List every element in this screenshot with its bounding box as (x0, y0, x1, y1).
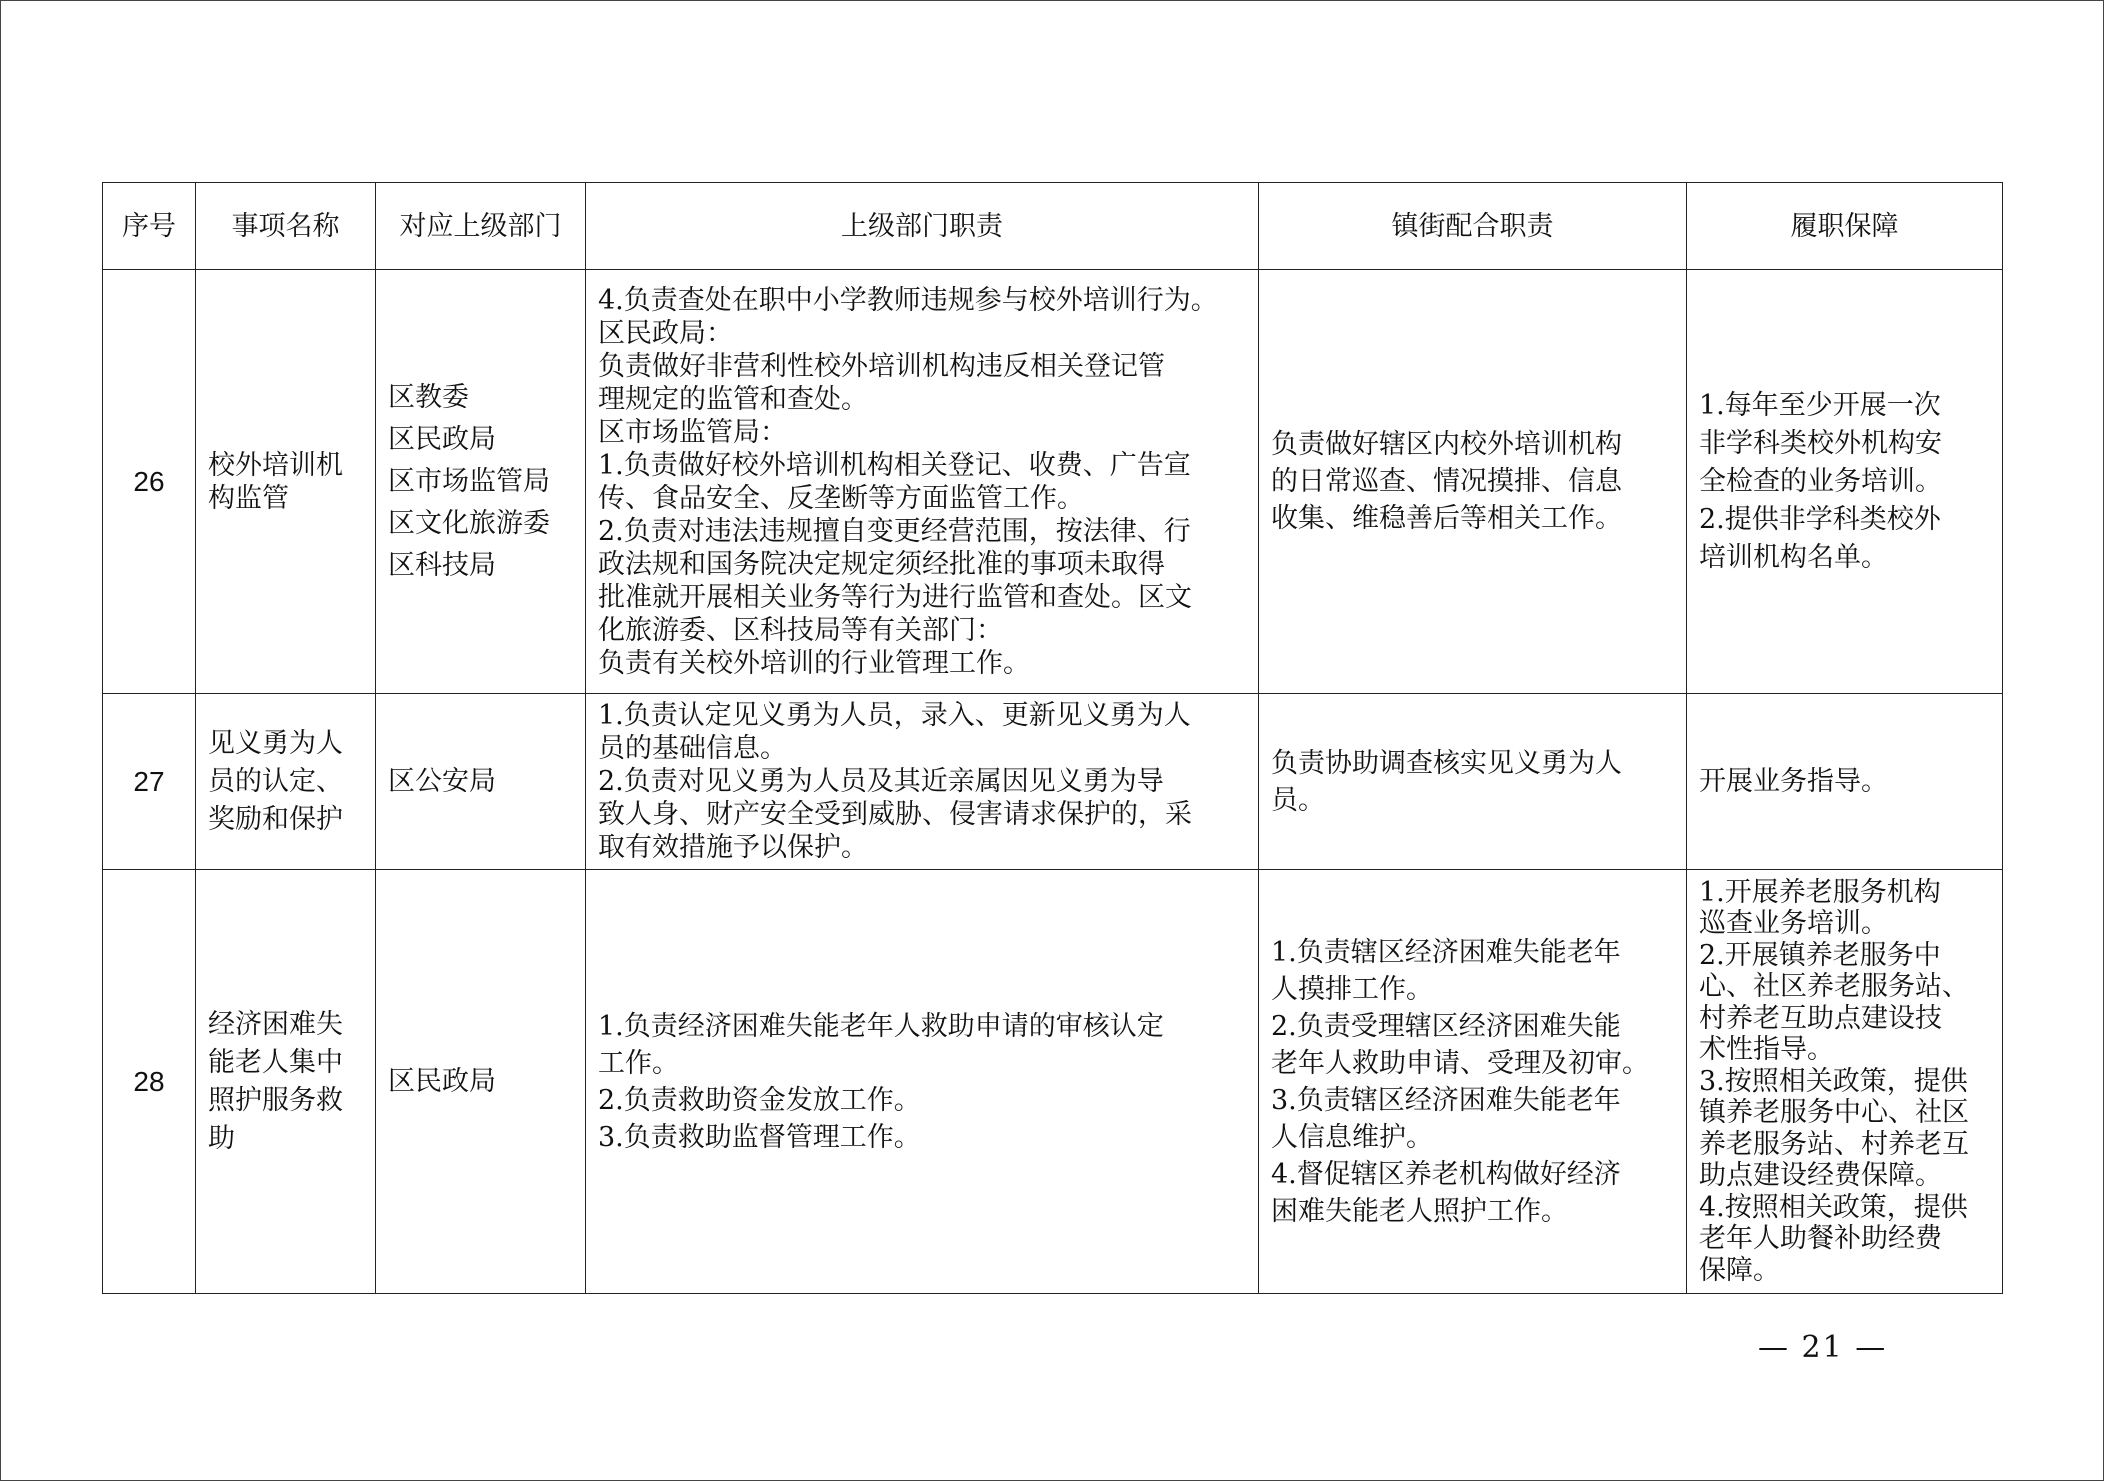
text-line: 1.每年至少开展一次 (1699, 389, 1941, 421)
row-seq: 27 (103, 694, 196, 870)
text-line: 养老服务站、村养老互 (1699, 1128, 1969, 1160)
text-line: 员的基础信息。 (598, 733, 787, 764)
row-seq: 26 (103, 270, 196, 694)
text-line: 2.开展镇养老服务中 (1699, 939, 1941, 971)
dept-line: 区科技局 (388, 549, 496, 581)
row-guarantee (1687, 870, 2003, 1294)
text-line: 区市场监管局： (598, 416, 787, 448)
text-line: 员的认定、 (208, 765, 343, 797)
text-line: 批准就开展相关业务等行为进行监管和查处。区文 (598, 581, 1192, 613)
text-line: 政法规和国务院决定规定须经批准的事项未取得 (598, 548, 1165, 580)
row-item-name (196, 870, 376, 1294)
text-line: 4.按照相关政策，提供 (1699, 1191, 1968, 1223)
table-row (103, 870, 2003, 1294)
text-line: 传、食品安全、反垄断等方面监管工作。 (598, 482, 1084, 514)
page-number: — 21 — (1758, 1330, 1888, 1365)
text-line: 2.提供非学科类校外 (1699, 503, 1941, 535)
header-upper-duty: 上级部门职责 (586, 183, 1259, 270)
row-upper-dept (376, 270, 586, 694)
dept-line: 区民政局 (388, 1066, 496, 1097)
table-row (103, 270, 2003, 694)
row-upper-dept (376, 694, 586, 870)
text-line: 负责协助调查核实见义勇为人 (1271, 747, 1622, 779)
header-item-name: 事项名称 (196, 183, 376, 270)
text-line: 区民政局： (598, 317, 733, 349)
text-line: 心、社区养老服务站、 (1699, 971, 1969, 1003)
text-line: 3.负责辖区经济困难失能老年 (1271, 1084, 1621, 1116)
dept-line: 区公安局 (388, 766, 496, 797)
row-town-duty (1259, 694, 1687, 870)
text-line: 见义勇为人 (208, 727, 343, 759)
text-line: 的日常巡查、情况摸排、信息 (1271, 466, 1622, 497)
text-line: 开展业务指导。 (1699, 766, 1888, 797)
text-line: 负责有关校外培训的行业管理工作。 (598, 647, 1030, 679)
text-line: 工作。 (598, 1047, 679, 1079)
text-line: 负责做好辖区内校外培训机构 (1271, 429, 1622, 460)
text-line: 能老人集中 (208, 1046, 343, 1078)
text-line: 1.负责经济困难失能老年人救助申请的审核认定 (598, 1010, 1164, 1042)
text-line: 2.负责对违法违规擅自变更经营范围，按法律、行 (598, 515, 1191, 547)
header-town-duty: 镇街配合职责 (1259, 183, 1687, 270)
text-line: 2.负责受理辖区经济困难失能 (1271, 1010, 1621, 1042)
text-line: 非学科类校外机构安 (1699, 427, 1942, 459)
duty-table (102, 182, 2003, 1294)
text-line: 1.负责认定见义勇为人员，录入、更新见义勇为人 (598, 700, 1191, 731)
text-line: 巡查业务培训。 (1699, 908, 1888, 940)
table-row (103, 694, 2003, 870)
text-line: 1.开展养老服务机构 (1699, 876, 1941, 908)
text-line: 经济困难失 (208, 1008, 343, 1040)
row-item-name (196, 270, 376, 694)
dept-line: 区民政局 (388, 423, 496, 455)
header-guarantee: 履职保障 (1687, 183, 2003, 270)
row-seq: 28 (103, 870, 196, 1294)
text-line: 4.负责查处在职中小学教师违规参与校外培训行为。 (598, 284, 1218, 316)
text-line: 老年人助餐补助经费 (1699, 1223, 1942, 1255)
dept-line: 区市场监管局 (388, 465, 550, 497)
text-line: 理规定的监管和查处。 (598, 383, 868, 415)
header-seq: 序号 (103, 183, 196, 270)
text-line: 照护服务救 (208, 1084, 343, 1116)
dept-line: 区文化旅游委 (388, 507, 550, 539)
text-line: 村养老互助点建设技 (1699, 1002, 1942, 1034)
text-line: 1.负责辖区经济困难失能老年 (1271, 936, 1621, 968)
row-town-duty (1259, 870, 1687, 1294)
text-line: 人摸排工作。 (1271, 973, 1433, 1005)
text-line: 收集、维稳善后等相关工作。 (1271, 503, 1622, 534)
text-line: 2.负责对见义勇为人员及其近亲属因见义勇为导 (598, 766, 1164, 797)
text-line: 3.负责救助监督管理工作。 (598, 1121, 921, 1153)
text-line: 老年人救助申请、受理及初审。 (1271, 1047, 1649, 1079)
text-line: 全检查的业务培训。 (1699, 465, 1942, 497)
text-line: 3.按照相关政策，提供 (1699, 1065, 1968, 1097)
text-line: 培训机构名单。 (1699, 541, 1888, 573)
row-item-name (196, 694, 376, 870)
row-guarantee (1687, 270, 2003, 694)
row-upper-duty (586, 270, 1259, 694)
text-line: 困难失能老人照护工作。 (1271, 1195, 1568, 1227)
row-upper-duty (586, 870, 1259, 1294)
dept-line: 区教委 (388, 381, 469, 413)
text-line: 奖励和保护 (208, 803, 343, 835)
text-line: 构监管 (208, 482, 289, 514)
text-line: 员。 (1271, 784, 1325, 816)
header-upper-dept: 对应上级部门 (376, 183, 586, 270)
text-line: 取有效措施予以保护。 (598, 832, 868, 863)
text-line: 校外培训机 (208, 449, 343, 481)
text-line: 助 (208, 1122, 235, 1154)
row-guarantee (1687, 694, 2003, 870)
text-line: 助点建设经费保障。 (1699, 1160, 1942, 1192)
text-line: 负责做好非营利性校外培训机构违反相关登记管 (598, 350, 1165, 382)
text-line: 2.负责救助资金发放工作。 (598, 1084, 921, 1116)
text-line: 镇养老服务中心、社区 (1699, 1097, 1969, 1129)
row-upper-duty (586, 694, 1259, 870)
row-town-duty (1259, 270, 1687, 694)
text-line: 化旅游委、区科技局等有关部门： (598, 614, 1003, 646)
table-header-row (103, 183, 2003, 270)
text-line: 人信息维护。 (1271, 1121, 1433, 1153)
text-line: 致人身、财产安全受到威胁、侵害请求保护的，采 (598, 799, 1192, 830)
text-line: 术性指导。 (1699, 1034, 1834, 1066)
text-line: 保障。 (1699, 1254, 1780, 1286)
text-line: 1.负责做好校外培训机构相关登记、收费、广告宣 (598, 449, 1191, 481)
row-upper-dept (376, 870, 586, 1294)
text-line: 4.督促辖区养老机构做好经济 (1271, 1158, 1621, 1190)
